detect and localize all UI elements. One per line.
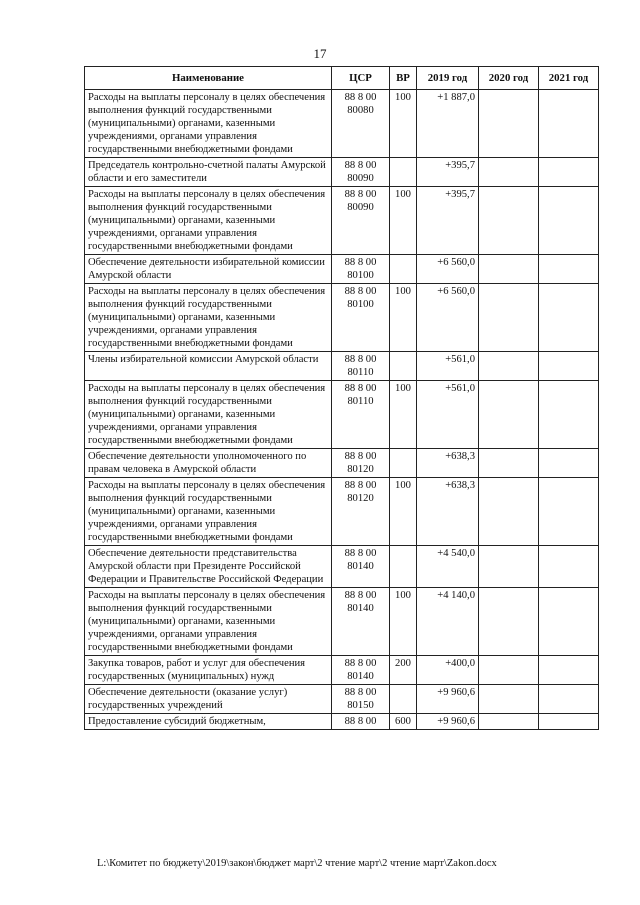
- cell-csr: 88 8 00 80140: [332, 656, 390, 685]
- cell-csr: 88 8 00 80090: [332, 187, 390, 255]
- cell-name: Предоставление субсидий бюджетным,: [85, 714, 332, 730]
- cell-name: Председатель контрольно-счетной палаты Амурской области и его заместители: [85, 158, 332, 187]
- cell-name: Расходы на выплаты персоналу в целях обеспечения выполнения функций государственными (муниципальными) органами, казенными учреждениями, органами управления государственными внебюджетными фондами: [85, 90, 332, 158]
- cell-csr: 88 8 00 80090: [332, 158, 390, 187]
- cell-csr: 88 8 00 80080: [332, 90, 390, 158]
- cell-name: Члены избирательной комиссии Амурской области: [85, 352, 332, 381]
- cell-csr: 88 8 00 80140: [332, 546, 390, 588]
- cell-2019: +395,7: [417, 158, 479, 187]
- header-vr: ВР: [390, 67, 417, 90]
- table-row: [85, 352, 599, 381]
- cell-name: Обеспечение деятельности (оказание услуг) государственных учреждений: [85, 685, 332, 714]
- cell-2020: [479, 449, 539, 478]
- cell-vr: 100: [390, 90, 417, 158]
- cell-2019: +638,3: [417, 478, 479, 546]
- cell-name: Расходы на выплаты персоналу в целях обеспечения выполнения функций государственными (муниципальными) органами, казенными учреждениями, органами управления государственными внебюджетными фондами: [85, 187, 332, 255]
- cell-name: Расходы на выплаты персоналу в целях обеспечения выполнения функций государственными (муниципальными) органами, казенными учреждениями, органами управления государственными внебюджетными фондами: [85, 284, 332, 352]
- cell-2021: [539, 381, 599, 449]
- cell-2021: [539, 255, 599, 284]
- cell-2020: [479, 714, 539, 730]
- table-row: [85, 685, 599, 714]
- cell-vr: [390, 685, 417, 714]
- cell-2020: [479, 656, 539, 685]
- cell-csr: 88 8 00 80110: [332, 381, 390, 449]
- cell-2021: [539, 588, 599, 656]
- table-header-row: [85, 67, 599, 90]
- cell-2021: [539, 656, 599, 685]
- header-name: Наименование: [85, 67, 332, 90]
- page-number: 17: [313, 46, 327, 61]
- cell-2019: +395,7: [417, 187, 479, 255]
- cell-2020: [479, 381, 539, 449]
- table-row: [85, 187, 599, 255]
- cell-2019: +638,3: [417, 449, 479, 478]
- cell-2019: +561,0: [417, 352, 479, 381]
- cell-2021: [539, 714, 599, 730]
- header-2019: 2019 год: [417, 67, 479, 90]
- cell-2019: +4 140,0: [417, 588, 479, 656]
- table-row: [85, 158, 599, 187]
- cell-csr: 88 8 00 80100: [332, 255, 390, 284]
- cell-name: Обеспечение деятельности избирательной комиссии Амурской области: [85, 255, 332, 284]
- cell-vr: [390, 449, 417, 478]
- table-row: [85, 478, 599, 546]
- cell-vr: 100: [390, 284, 417, 352]
- cell-2019: +6 560,0: [417, 284, 479, 352]
- cell-name: Обеспечение деятельности уполномоченного по правам человека в Амурской области: [85, 449, 332, 478]
- cell-name: Расходы на выплаты персоналу в целях обеспечения выполнения функций государственными (муниципальными) органами, казенными учреждениями, органами управления государственными внебюджетными фондами: [85, 381, 332, 449]
- cell-vr: [390, 352, 417, 381]
- cell-vr: 100: [390, 478, 417, 546]
- cell-2020: [479, 352, 539, 381]
- cell-2021: [539, 158, 599, 187]
- cell-vr: 100: [390, 381, 417, 449]
- cell-name: Расходы на выплаты персоналу в целях обеспечения выполнения функций государственными (муниципальными) органами, казенными учреждениями, органами управления государственными внебюджетными фондами: [85, 478, 332, 546]
- cell-name: Обеспечение деятельности представительства Амурской области при Президенте Российской Федерации и Правительстве Российской Федерации: [85, 546, 332, 588]
- cell-csr: 88 8 00 80120: [332, 478, 390, 546]
- cell-2019: +561,0: [417, 381, 479, 449]
- cell-2020: [479, 158, 539, 187]
- table-row: [85, 255, 599, 284]
- cell-csr: 88 8 00 80100: [332, 284, 390, 352]
- footer-file-path: L:\Комитет по бюджету\2019\закон\бюджет март\2 чтение март\2 чтение март\Zakon.docx: [97, 858, 497, 869]
- cell-2021: [539, 352, 599, 381]
- cell-2019: +400,0: [417, 656, 479, 685]
- cell-2019: +1 887,0: [417, 90, 479, 158]
- header-2020: 2020 год: [479, 67, 539, 90]
- table-row: [85, 588, 599, 656]
- cell-vr: [390, 255, 417, 284]
- cell-vr: 100: [390, 187, 417, 255]
- cell-2019: +9 960,6: [417, 685, 479, 714]
- budget-table: [84, 66, 599, 730]
- cell-vr: 600: [390, 714, 417, 730]
- header-2021: 2021 год: [539, 67, 599, 90]
- cell-vr: 200: [390, 656, 417, 685]
- cell-vr: [390, 546, 417, 588]
- cell-2021: [539, 90, 599, 158]
- cell-2020: [479, 255, 539, 284]
- table-row: [85, 546, 599, 588]
- cell-vr: 100: [390, 588, 417, 656]
- cell-csr: 88 8 00 80140: [332, 588, 390, 656]
- cell-2019: +6 560,0: [417, 255, 479, 284]
- table-row: [85, 284, 599, 352]
- cell-2019: +9 960,6: [417, 714, 479, 730]
- cell-2020: [479, 588, 539, 656]
- cell-2020: [479, 685, 539, 714]
- cell-2020: [479, 187, 539, 255]
- cell-2020: [479, 546, 539, 588]
- cell-name: Закупка товаров, работ и услуг для обеспечения государственных (муниципальных) нужд: [85, 656, 332, 685]
- table-row: [85, 381, 599, 449]
- cell-csr: 88 8 00 80110: [332, 352, 390, 381]
- cell-2020: [479, 90, 539, 158]
- cell-2021: [539, 546, 599, 588]
- cell-name: Расходы на выплаты персоналу в целях обеспечения выполнения функций государственными (муниципальными) органами, казенными учреждениями, органами управления государственными внебюджетными фондами: [85, 588, 332, 656]
- cell-2021: [539, 478, 599, 546]
- cell-2020: [479, 284, 539, 352]
- cell-2019: +4 540,0: [417, 546, 479, 588]
- table-row: [85, 714, 599, 730]
- cell-csr: 88 8 00 80120: [332, 449, 390, 478]
- cell-2021: [539, 187, 599, 255]
- table-row: [85, 90, 599, 158]
- cell-csr: 88 8 00: [332, 714, 390, 730]
- cell-2021: [539, 284, 599, 352]
- header-csr: ЦСР: [332, 67, 390, 90]
- cell-2020: [479, 478, 539, 546]
- cell-2021: [539, 449, 599, 478]
- cell-csr: 88 8 00 80150: [332, 685, 390, 714]
- cell-vr: [390, 158, 417, 187]
- cell-2021: [539, 685, 599, 714]
- table-row: [85, 656, 599, 685]
- table-row: [85, 449, 599, 478]
